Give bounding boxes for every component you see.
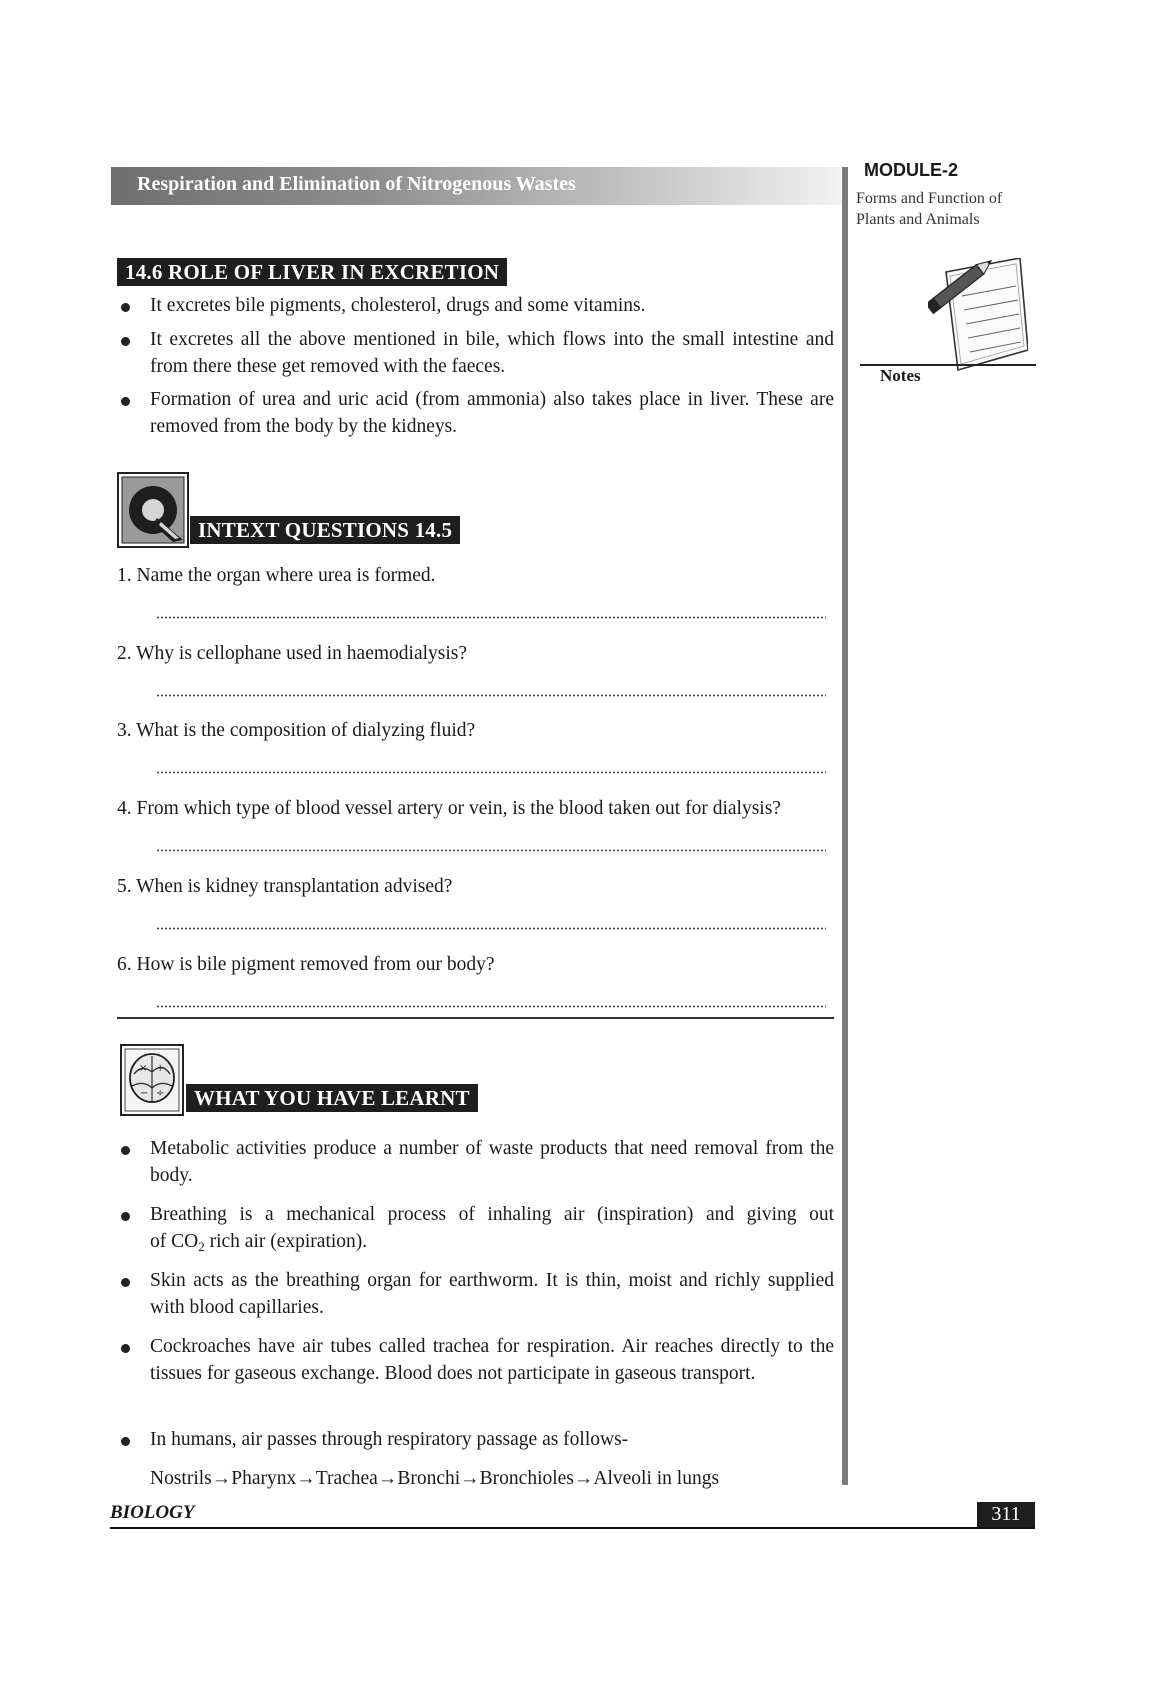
chapter-title: Respiration and Elimination of Nitrogenous Wastes xyxy=(137,173,576,195)
question-q-icon xyxy=(117,472,189,553)
co2-suffix: rich air (expiration). xyxy=(209,1231,368,1252)
pencil-notepad-icon xyxy=(928,258,1028,381)
list-item: Metabolic activities produce a number of waste products that need removal from the body. xyxy=(150,1138,834,1186)
svg-text:−: − xyxy=(140,1088,149,1099)
footer-rule xyxy=(110,1527,1035,1529)
list-item: It excretes bile pigments, cholesterol, drugs and some vitamins. xyxy=(150,295,646,316)
brain-learning-icon xyxy=(120,1044,184,1121)
co2-prefix: of CO xyxy=(150,1231,199,1252)
what-you-have-learnt-heading: WHAT YOU HAVE LEARNT xyxy=(186,1084,478,1112)
module-subtitle xyxy=(856,188,1046,230)
intext-questions-heading: INTEXT QUESTIONS 14.5 xyxy=(190,516,460,544)
question-item: 1. Name the organ where urea is formed. xyxy=(117,565,436,586)
svg-text:×: × xyxy=(139,1063,148,1074)
list-item: Skin acts as the breathing organ for earthworm. It is thin, moist and richly supplied with blood capillaries. xyxy=(150,1270,834,1318)
question-item: 2. Why is cellophane used in haemodialysis? xyxy=(117,643,468,664)
svg-text:+: + xyxy=(156,1063,165,1074)
bullet-dot xyxy=(121,1146,130,1155)
bullet-dot xyxy=(121,1278,130,1287)
question-item: 5. When is kidney transplantation advised? xyxy=(117,876,453,897)
svg-text:÷: ÷ xyxy=(156,1088,165,1099)
bullet-dot xyxy=(121,1437,130,1446)
answer-line xyxy=(156,694,826,697)
page-number: 311 xyxy=(977,1502,1035,1527)
answer-line xyxy=(156,927,826,930)
bullet-dot xyxy=(121,337,130,346)
module-subtitle-line1: Forms and Function of xyxy=(856,190,1003,207)
margin-divider xyxy=(842,167,848,1485)
bullet-dot xyxy=(121,1212,130,1221)
module-subtitle-line2: Plants and Animals xyxy=(856,211,980,228)
notes-label: Notes xyxy=(880,366,921,385)
list-item: Formation of urea and uric acid (from ammonia) also takes place in liver. These are removed from the body by the kidneys. xyxy=(150,389,834,437)
answer-line xyxy=(156,849,826,852)
respiratory-pathway: Nostrils→Pharynx→Trachea→Bronchi→Bronchioles→Alveoli in lungs xyxy=(150,1468,720,1489)
question-item: 4. From which type of blood vessel artery or vein, is the blood taken out for dialysis? xyxy=(117,798,781,819)
bullet-dot xyxy=(121,1344,130,1353)
bullet-dot xyxy=(121,397,130,406)
list-item: Cockroaches have air tubes called trachea for respiration. Air reaches directly to the tissues for gaseous exchange. Blood does not participate in gaseous transport. xyxy=(150,1336,834,1384)
answer-line xyxy=(156,771,826,774)
footer-subject: BIOLOGY xyxy=(110,1502,195,1523)
question-item: 6. How is bile pigment removed from our body? xyxy=(117,954,495,975)
list-item: In humans, air passes through respiratory passage as follows- xyxy=(150,1429,629,1450)
section-heading: 14.6 ROLE OF LIVER IN EXCRETION xyxy=(117,258,507,286)
list-item-continuation xyxy=(150,1228,367,1260)
module-title: MODULE-2 xyxy=(864,160,958,180)
section-divider xyxy=(117,1017,834,1019)
answer-line xyxy=(156,1005,826,1008)
question-item: 3. What is the composition of dialyzing fluid? xyxy=(117,720,476,741)
bullet-dot xyxy=(121,303,130,312)
co2-subscript: 2 xyxy=(198,1239,205,1254)
list-item: It excretes all the above mentioned in bile, which flows into the small intestine and from there these get removed with the faeces. xyxy=(150,329,834,377)
list-item: Breathing is a mechanical process of inhaling air (inspiration) and giving out xyxy=(150,1204,834,1225)
answer-line xyxy=(156,616,826,619)
